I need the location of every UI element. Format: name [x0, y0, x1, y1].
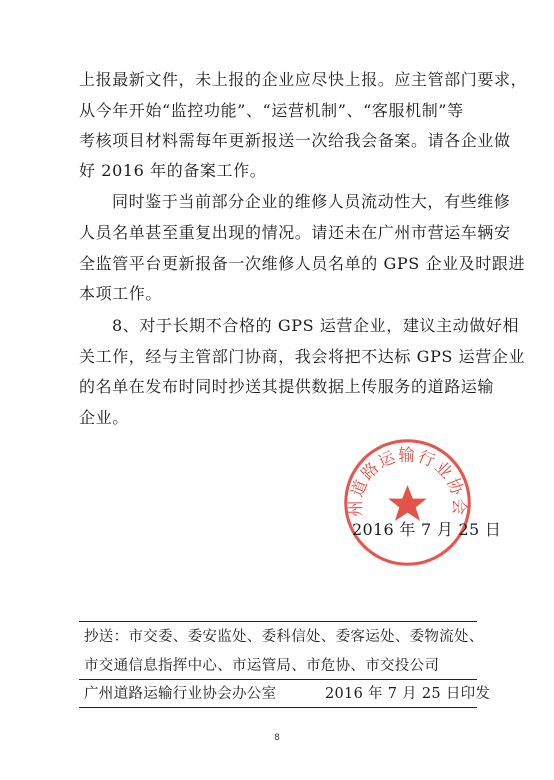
body-line: 8、对于长期不合格的 GPS 运营企业，建议主动做好相	[112, 316, 520, 335]
body-line: 从今年开始“监控功能”、“运营机制”、“客服机制”等	[79, 101, 464, 120]
official-seal	[340, 435, 475, 570]
body-line: 本项工作。	[79, 284, 163, 303]
print-date: 2016 年 7 月 25 日印发	[325, 686, 491, 702]
body-line: 的名单在发布时同时抄送其提供数据上传服务的道路运输	[79, 377, 495, 396]
star-icon	[388, 485, 427, 521]
body-line: 考核项目材料需每年更新报送一次给我会备案。请各企业做	[79, 131, 511, 150]
body-line: 上报最新文件，未上报的企业应尽快上报。应主管部门要求，	[79, 70, 528, 89]
printer-name: 广州道路运输行业协会办公室	[84, 686, 277, 702]
body-line: 企业。	[79, 408, 129, 427]
body-line: 同时鉴于当前部分企业的维修人员流动性大，有些维修	[112, 192, 511, 211]
body-line: 好 2016 年的备案工作。	[79, 161, 267, 180]
body-line: 人员名单甚至重复出现的情况。请还未在广州市营运车辆安	[79, 223, 511, 242]
page-number: 8	[274, 733, 280, 743]
footer-top-divider	[79, 621, 477, 622]
footer-middle-divider	[79, 679, 477, 680]
body-line: 全监管平台更新报备一次维修人员名单的 GPS 企业及时跟进	[79, 254, 526, 273]
cc-line: 抄送：市交委、委安监处、委科信处、委客运处、委物流处、	[84, 629, 484, 645]
seal-text: 州道路运输行业协会	[346, 445, 469, 517]
signature-date: 2016 年 7 月 25 日	[352, 520, 502, 539]
cc-line: 市交通信息指挥中心、市运管局、市危协、市交投公司	[84, 658, 440, 674]
body-line: 关工作，经与主管部门协商，我会将把不达标 GPS 运营企业	[79, 347, 526, 366]
footer-bottom-divider	[79, 707, 477, 708]
